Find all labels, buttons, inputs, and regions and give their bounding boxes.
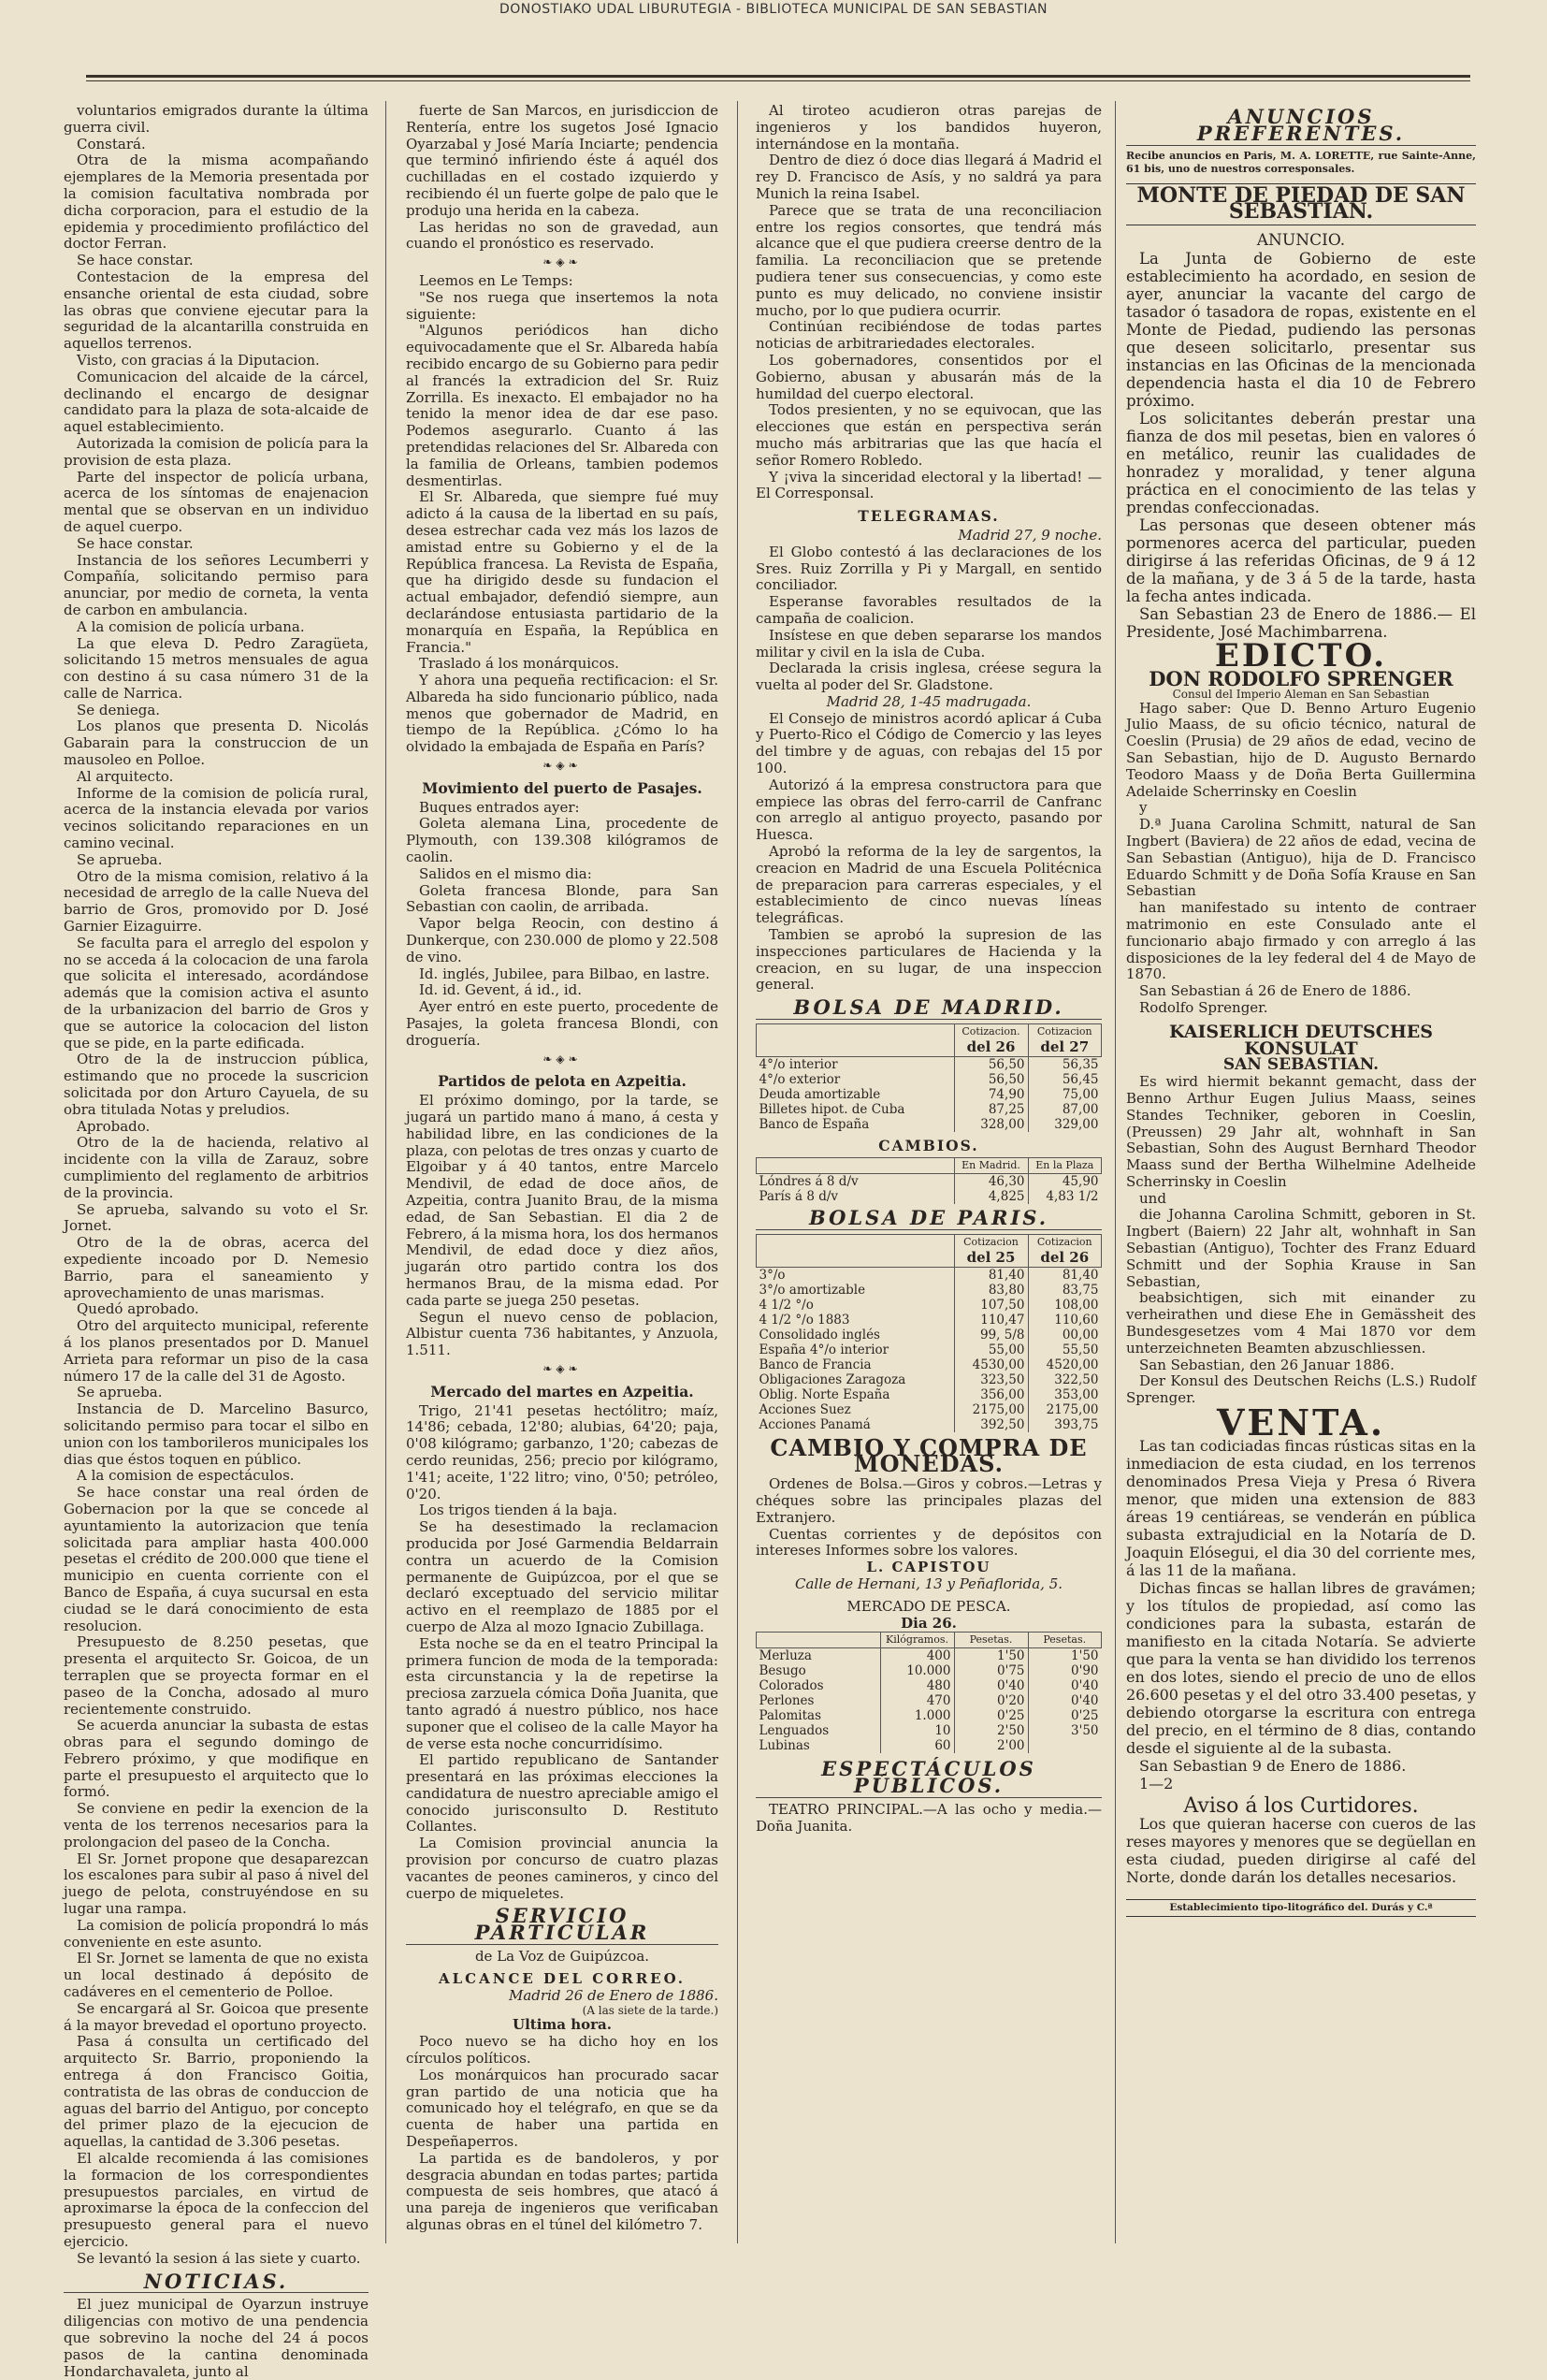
paragraph: Vapor belga Reocin, con destino á Dunkerque, con 230.000 de plomo y 22.508 de vino.: [406, 915, 718, 965]
espectaculos-text: TEATRO PRINCIPAL.—A las ocho y media.—Doña Juanita.: [756, 1800, 1102, 1835]
paragraph: Y ahora una pequeña rectificacion: el Sr. Albareda ha sido funcionario público, nada menos que gobernador de Madrid, en tiempo de la República. ¿Cómo lo ha olvidado la embajada de España en París?: [406, 672, 718, 756]
paragraph: Se faculta para el arreglo del espolon y no se acceda á la colocacion de una farola que solicita el interesado, acordándose además que la comision activa el asunto de la urbanizacion del barrio de Gros y que se autorice la colocacion del liston que se pide, en la parte edificada.: [64, 934, 369, 1052]
cambio-text: Ordenes de Bolsa.—Giros y cobros.—Letras y chéques sobre las principales plazas del Extranjero.: [756, 1475, 1102, 1526]
table-row: 4°/o exterior 56,50 56,45: [757, 1072, 1102, 1087]
paragraph: La Comision provincial anuncia la provision por concurso de cuatro plazas vacantes de peones camineros, y cinco del cuerpo de miqueletes.: [406, 1835, 718, 1902]
edicto-article: [1126, 701, 1476, 1017]
le-temps-article: [406, 273, 718, 756]
table-row: Palomitas 1.000 0'25 0'25: [757, 1708, 1102, 1723]
kaiserlich-heading: KAISERLICH DEUTSCHES KONSULAT: [1169, 1021, 1433, 1059]
paragraph: Leemos en Le Temps:: [419, 271, 573, 289]
capistou-name: L. CAPISTOU: [866, 1559, 991, 1576]
telegram-2: [756, 711, 1102, 994]
paragraph: San Sebastian 9 de Enero de 1886.: [1139, 1756, 1407, 1775]
venta-article: [1126, 1437, 1476, 1792]
puerto-heading: Movimiento del puerto de Pasajes.: [422, 778, 702, 797]
table-row: 4 1/2 °/o 107,50 108,00: [757, 1298, 1102, 1313]
table-row: Lóndres á 8 d/v 46,30 45,90: [757, 1173, 1102, 1189]
anuncio-heading: ANUNCIO.: [1256, 231, 1346, 251]
paragraph: Se acuerda anunciar la subasta de estas obras para el segundo domingo de Febrero próximo, y que modifique en parte el presupuesto el arquitecto que lo formó.: [64, 1717, 369, 1801]
servicio-sub: de La Voz de Guipúzcoa.: [474, 1948, 650, 1966]
telegram-date-2: Madrid 28, 1-45 madrugada.: [826, 692, 1032, 710]
pesca-day: Dia 26.: [901, 1614, 957, 1632]
table-row: 3°/o amortizable 83,80 83,75: [757, 1283, 1102, 1298]
paragraph: Insístese en que deben separarse los mandos militar y civil en la isla de Cuba.: [756, 626, 1102, 660]
table-row: Lenguados 10 2'50 3'50: [757, 1723, 1102, 1738]
paragraph: Traslado á los monárquicos.: [419, 655, 619, 673]
column-4: [1126, 103, 1476, 2255]
paragraph: Ayer entró en este puerto, procedente de Pasajes, la goleta francesa Blondi, con droguería.: [406, 998, 718, 1049]
paragraph: Aprobó la reforma de la ley de sargentos, la creacion en Madrid de una Escuela Politécnica de preparacion para carreras especiales, y el establecimiento de cinco nuevas líneas telegráficas.: [756, 843, 1102, 927]
paragraph: El Sr. Jornet propone que desaparezcan los escalones para subir al paso á nivel del juego de pelota, construyéndose en su lugar una rampa.: [64, 1850, 369, 1918]
table-row: Banco de España 328,00 329,00: [757, 1117, 1102, 1132]
mercado-heading: Mercado del martes en Azpeitia.: [430, 1382, 694, 1400]
ultima-article: [406, 2034, 718, 2234]
paragraph: "Se nos ruega que insertemos la nota siguiente:: [406, 288, 718, 323]
alcance-time: (A las siete de la tarde.): [582, 2004, 718, 2018]
column-3: [756, 103, 1102, 2255]
top-rule: [86, 75, 1470, 78]
paragraph: El Sr. Jornet se lamenta de que no exista un local destinado á depósito de cadáveres en el cementerio de Polloe.: [64, 1950, 369, 2001]
paragraph: El Sr. Albareda, que siempre fué muy adicto á la causa de la libertad en su país, desea estrechar cada vez más los lazos de amistad entre su Gobierno y el de la República francesa. La Revista de España, que ha dirigido desde su fundacion el actual embajador, defendió siempre, aun declarándose entusiasta partidario de la monarquía en España, la República en Francia.": [406, 488, 718, 656]
ornament-icon: ❧◈❧: [542, 759, 582, 773]
paragraph: Los gobernadores, consentidos por el Gobierno, abusan y abusarán más de la humildad del cuerpo electoral.: [756, 351, 1102, 402]
paragraph: Los trigos tienden á la baja.: [419, 1502, 617, 1519]
paragraph: beabsichtigen, sich mit einander zu verheirathen und diese Ehe in Gemässheit des Bundesgesetzes vom 4 Mai 1870 vor dem unterzeichneten Beamten abzuschliessen.: [1126, 1289, 1476, 1357]
paragraph: Tambien se aprobó la supresion de las inspecciones particulares de Hacienda y la creacion, en su lugar, de una inspeccion general.: [756, 926, 1102, 994]
table-row: Acciones Suez 2175,00 2175,00: [757, 1402, 1102, 1417]
paragraph: A la comision de espectáculos.: [77, 1467, 295, 1485]
paragraph: Todos presienten, y no se equivocan, que las elecciones que están en perspectiva serán mucho más arbitrarias que las que hacía el señor Romero Robledo.: [756, 401, 1102, 469]
paragraph: Trigo, 21'41 pesetas hectólitro; maíz, 14'86; cebada, 12'80; alubias, 64'20; paja, 0'08 kilógramo; garbanzo, 1'20; cabezas de cerdo reunidas, 256; precio por kilógramo, 1'41; aceite, 1'22 litro; vino, 0'50; petróleo, 0'20.: [406, 1401, 718, 1502]
paragraph: Otra de la misma acompañando ejemplares de la Memoria presentada por la comision facultativa nombrada por dicha corporacion, para el estudio de la epidemia y procedimiento profiláctico del doctor Ferran.: [64, 152, 369, 253]
table-row: Lubinas 60 2'00: [757, 1738, 1102, 1753]
table-row: Perlones 470 0'20 0'40: [757, 1693, 1102, 1708]
consul-line: Consul del Imperio Aleman en San Sebastian: [1172, 687, 1430, 701]
paragraph: Comunicacion del alcaide de la cárcel, declinando el encargo de designar candidato para la plaza de sota-alcaide de aquel establecimiento.: [64, 368, 369, 436]
paragraph: Der Konsul des Deutschen Reichs (L.S.) Rudolf Sprenger.: [1126, 1372, 1476, 1407]
pelota-article: [406, 1093, 718, 1359]
paragraph: La que eleva D. Pedro Zaragüeta, solicitando 15 metros mensuales de agua con destino á su casa número 31 de la calle de Narrica.: [64, 634, 369, 702]
bolsa-madrid-table: Cotizacion. del 26 Cotizacion del 27 4°/o interior 56,50 56,35 4°/o exterior 56,50 56,45 Deuda amortizable 74,90 75,00 Billetes hipot. de Cuba 87,25 87,00 Banco de España 328,00 329,00: [756, 1023, 1102, 1132]
paragraph: Aprobado.: [77, 1117, 151, 1135]
anuncios-heading: ANUNCIOS PREFERENTES.: [1126, 109, 1476, 146]
paragraph: Rodolfo Sprenger.: [1139, 998, 1268, 1016]
paragraph: Al arquitecto.: [77, 767, 174, 785]
monte-piedad-heading: MONTE DE PIEDAD DE SAN SEBASTIAN.: [1136, 182, 1466, 225]
paragraph: Otro del arquitecto municipal, referente á los planos presentados por D. Manuel Arrieta para reformar un piso de la casa número 17 de la calle del 31 de Agosto.: [64, 1317, 369, 1385]
telegram-1: [756, 544, 1102, 694]
paragraph: Se levantó la sesion á las siete y cuarto.: [77, 2249, 361, 2267]
paragraph: Contestacion de la empresa del ensanche oriental de esta ciudad, sobre las obras que conviene ejecutar para la seguridad de la alcantarilla construida en aquellos terrenos.: [64, 268, 369, 353]
alcance-heading: ALCANCE DEL CORREO.: [438, 1969, 687, 1987]
paragraph: Instancia de D. Marcelino Basurco, solicitando permiso para tocar el silbo en union con los tamborileros municipales los dias que éstos toquen en público.: [64, 1400, 369, 1468]
paragraph: Se hace constar.: [77, 252, 194, 269]
edicto-heading: EDICTO.: [1214, 636, 1388, 675]
paragraph: Al tiroteo acudieron otras parejas de ingenieros y los bandidos huyeron, internándose en la montaña.: [756, 102, 1102, 152]
column-divider: [737, 101, 738, 2243]
cambios-heading: CAMBIOS.: [878, 1137, 979, 1155]
paragraph: Quedó aprobado.: [77, 1300, 199, 1318]
paragraph: Declarada la crisis inglesa, créese segura la vuelta al poder del Sr. Gladstone.: [756, 660, 1102, 694]
paragraph: Buques entrados ayer:: [419, 798, 580, 816]
table-row: Merluza 400 1'50 1'50: [757, 1648, 1102, 1664]
paragraph: han manifestado su intento de contraer matrimonio en este Consulado ante el funcionario abajo firmado y con arreglo á las disposiciones de la ley federal del 4 de Mayo de 1870.: [1126, 899, 1476, 983]
paragraph: Esperanse favorables resultados de la campaña de coalicion.: [756, 593, 1102, 627]
curtidores-heading: Aviso á los Curtidores.: [1183, 1793, 1419, 1818]
telegramas-heading: TELEGRAMAS.: [858, 507, 1000, 526]
paragraph: Se aprueba, salvando su voto el Sr. Jornet.: [64, 1200, 369, 1235]
servicio-heading: SERVICIO PARTICULAR: [406, 1908, 718, 1945]
paragraph: "Algunos periódicos han dicho equivocadamente que el Sr. Albareda había recibido encargo de su Gobierno para pedir al francés la extradicion del Sr. Ruiz Zorrilla. Es inexacto. El embajador no ha tenido la menor idea de dar ese paso. Podemos asegurarlo. Cuanto á las pretendidas relaciones del Sr. Albareda con la familia de Orleans, tambien podemos desmentirlas.: [406, 322, 718, 489]
paragraph: Otro de la de obras, acerca del expediente incoado por D. Nemesio Barrio, para el saneamiento y aprovechamiento de unas marismas.: [64, 1234, 369, 1301]
alcance-date: Madrid 26 de Enero de 1886.: [509, 1986, 718, 2004]
paragraph: Esta noche se da en el teatro Principal la primera funcion de moda de la temporada: esta circunstancia y la de repetirse la preciosa zarzuela cómica Doña Juanita, que tanto agradó á nuestro público, nos hace suponer que el coliseo de la calle Mayor ha de verse esta noche concurridísimo.: [406, 1634, 718, 1752]
column-divider: [1115, 101, 1116, 2243]
paragraph: Se encargará al Sr. Goicoa que presente á la mayor brevedad el oportuno proyecto.: [64, 1999, 369, 2034]
anuncios-text: Recibe anuncios en Paris, M. A. LORETTE, rue Sainte-Anne, 61 bis, uno de nuestros corresponsales.: [1126, 149, 1476, 175]
capistou-address: Calle de Hernani, 13 y Peñaflorida, 5.: [794, 1575, 1063, 1592]
table-row: Banco de Francia 4530,00 4520,00: [757, 1357, 1102, 1372]
paragraph: Visto, con gracias á la Diputacion.: [77, 351, 320, 369]
column-3-intro: [756, 103, 1102, 502]
paragraph: El próximo domingo, por la tarde, se jugará un partido mano á mano, á cesta y habilidad libre, en las condiciones de la plaza, con pelotas de tres onzas y cuarto de Elgoibar y á 40 tantos, entre Marcelo Mendivil, de edad de doce años, de Azpeitia, contra Juanito Brau, de la misma edad, de San Sebastian. El dia 2 de Febrero, á la misma hora, los dos hermanos Mendivil, de edad doce y diez años, jugarán otro partido contra los dos hermanos Brau, de la misma edad. Por cada parte se juega 250 pesetas.: [406, 1092, 718, 1309]
paragraph: fuerte de San Marcos, en jurisdiccion de Rentería, entre los sugetos José Ignacio Oyarzabal y José María Inciarte; pendencia que terminó infiriendo éste á aquél dos cuchilladas en el costado izquierdo y recibiendo él un fuerte golpe de palo que le produjo una herida en la cabeza.: [406, 102, 718, 219]
paragraph: Poco nuevo se ha dicho hoy en los círculos políticos.: [406, 2033, 718, 2068]
paragraph: A la comision de policía urbana.: [77, 617, 305, 635]
column-2-intro: [406, 103, 718, 253]
paragraph: Informe de la comision de policía rural, acerca de la instancia elevada por varios vecinos solicitando reparaciones en un camino vecinal.: [64, 784, 369, 852]
puerto-article: [406, 800, 718, 1050]
paragraph: Goleta francesa Blonde, para San Sebastian con caolin, de arribada.: [406, 881, 718, 916]
paragraph: Se conviene en pedir la exencion de la venta de los terrenos necesarios para la prolongacion del paseo de la Concha.: [64, 1800, 369, 1850]
paragraph: El partido republicano de Santander presentará en las próximas elecciones la candidatura de nuestro apreciable amigo el conocido jurisconsulto D. Restituto Collantes.: [406, 1751, 718, 1836]
paragraph: Se ha desestimado la reclamacion producida por José Garmendia Beldarrain contra un acuerdo de la Comision permanente de Guipúzcoa, por el que se declaró exceptuado del servicio militar activo en el reemplazo de 1885 por el cuerpo de Alza al mozo Ignacio Zubillaga.: [406, 1518, 718, 1635]
curtidores-text: Los que quieran hacerse con cueros de las reses mayores y menores que se degüellan en esta ciudad, pueden dirigirse al café del Norte, donde darán los detalles necesarios.: [1126, 1814, 1476, 1886]
paragraph: La Junta de Gobierno de este establecimiento ha acordado, en sesion de ayer, anunciar la vacante del cargo de tasador ó tasadora de ropas, existente en el Monte de Piedad, pudiendo las personas que deseen solicitarlo, presentar sus instancias en las Oficinas de la mencionada dependencia hasta el dia 10 de Febrero próximo.: [1126, 249, 1476, 410]
paragraph: Se aprueba.: [77, 1384, 163, 1401]
ornament-icon: ❧◈❧: [542, 1052, 582, 1066]
paragraph: Hago saber: Que D. Benno Arturo Eugenio Julio Maass, de su oficio técnico, natural de Coeslin (Prusia) de 29 años de edad, vecino de San Sebastian, hijo de D. Augusto Bernardo Teodoro Maass y de Doña Berta Guillermina Adelaide Scherrinsky en Coeslin: [1126, 699, 1476, 800]
paragraph: Las personas que deseen obtener más pormenores acerca del particular, pueden dirigirse á las referidas Oficinas, de 9 á 12 de la mañana, y de 3 á 5 de la tarde, hasta la fecha antes indicada.: [1126, 515, 1476, 605]
monte-article: [1126, 250, 1476, 641]
printer-footer: Establecimiento tipo-litográfico del. Durás y C.ª: [1126, 1899, 1476, 1918]
paragraph: und: [1139, 1189, 1166, 1207]
pelota-heading: Partidos de pelota en Azpeitia.: [438, 1072, 687, 1091]
paragraph: El Consejo de ministros acordó aplicar á Cuba y Puerto-Rico el Código de Comercio y las leyes del timbre y de aguas, con rebajas del 15 por 100.: [756, 709, 1102, 777]
table-row: Consolidado inglés 99, 5/8 00,00: [757, 1328, 1102, 1342]
library-header: DONOSTIAKO UDAL LIBURUTEGIA - BIBLIOTECA MUNICIPAL DE SAN SEBASTIAN: [499, 2, 1048, 17]
kaiserlich-article: [1126, 1074, 1476, 1407]
telegram-date-1: Madrid 27, 9 noche.: [958, 526, 1102, 544]
paragraph: Las tan codiciadas fincas rústicas sitas en la inmediacion de esta ciudad, en los terrenos denominados Presa Vieja y Presa ó Rivera menor, que miden una extension de 883 áreas 19 centiáreas, se venderán en pública subasta extrajudicial en la Notaría de D. Joaquin Elósegui, el dia 30 del corriente mes, á las 11 de la mañana.: [1126, 1436, 1476, 1579]
table-row: 4 1/2 °/o 1883 110,47 110,60: [757, 1313, 1102, 1328]
paragraph: Se hace constar una real órden de Gobernacion por la que se concede al ayuntamiento la autorizacion que tenía solicitada para ampliar hasta 400.000 pesetas el crédito de 200.000 que tiene el municipio en cuenta corriente con el Banco de España, á cuya sucursal en esta ciudad se le dará conocimiento de esta resolucion.: [64, 1484, 369, 1634]
ornament-icon: ❧◈❧: [542, 1361, 582, 1375]
table-row: Acciones Panamá 392,50 393,75: [757, 1417, 1102, 1432]
bolsa-paris-table: Cotizacion del 25 Cotizacion del 26 3°/o 81,40 81,40 3°/o amortizable 83,80 83,75 4 1/2 °/o 107,50 108,00 4 1/2 °/o 1883 110,47 110,60 Consolidado inglés 99, 5/8 00,00 España 4°/o interior 55,00 55,50 Banco de Francia 4530,00 4520,00 Obligaciones Zaragoza 323,50 322,50 Oblig. Norte España 356,00 353,00 Acciones Suez 2175,00 2175,00 Acciones Panamá 392,50 393,75: [756, 1234, 1102, 1432]
paragraph: Los monárquicos han procurado sacar gran partido de una noticia que ha comunicado hoy el telégrafo, en que se da cuenta de haber una partida en Despeñaperros.: [406, 2066, 718, 2151]
paragraph: La partida es de bandoleros, y por desgracia abundan en todas partes; partida compuesta de seis hombres, que atacó á una pareja de ingenieros que verificaban algunas obras en el túnel del kilómetro 7.: [406, 2149, 718, 2234]
paragraph: Segun el nuevo censo de poblacion, Albistur cuenta 736 habitantes, y Anzuola, 1.511.: [406, 1308, 718, 1359]
bolsa-madrid-heading: BOLSA DE MADRID.: [756, 999, 1102, 1020]
paragraph: Se hace constar.: [77, 534, 194, 552]
column-1: [64, 102, 369, 2380]
espectaculos-heading: ESPECTÁCULOS PÚBLICOS.: [756, 1761, 1102, 1798]
rodolfo-heading: DON RODOLFO SPRENGER: [1149, 666, 1453, 690]
paragraph: Otro de la de hacienda, relativo al incidente con la villa de Zarauz, sobre cumplimiento del reglamento de arbitrios de la provincia.: [64, 1134, 369, 1201]
paragraph: Otro de la de instruccion pública, estimando que no procede la suscricion solicitada por don Arturo Cayuela, de su obra titulada Notas y preludios.: [64, 1051, 369, 1118]
bolsa-paris-heading: BOLSA DE PARIS.: [756, 1210, 1102, 1230]
table-row: Billetes hipot. de Cuba 87,25 87,00: [757, 1102, 1102, 1117]
paragraph: 1—2: [1139, 1774, 1174, 1792]
ornament-icon: ❧◈❧: [542, 255, 582, 269]
noticias-text: El juez municipal de Oyarzun instruye diligencias con motivo de una pendencia que sobrevino la noche del 24 á pocos pasos de la cantina denominada Hondarchavaleta, junto al: [64, 2296, 369, 2380]
paragraph: Pasa á consulta un certificado del arquitecto Sr. Barrio, proponiendo la entrega á don Francisco Goitia, contratista de las obras de conduccion de aguas del barrio del Antiguo, por concepto del primer plazo de la ejecucion de aquellas, la cantidad de 3.306 pesetas.: [64, 2033, 369, 2151]
paragraph: Otro de la misma comision, relativo á la necesidad de arreglo de la calle Nueva del barrio de Gros, promovido por D. José Garnier Eizaguirre.: [64, 867, 369, 936]
ultima-heading: Ultima hora.: [513, 2016, 612, 2034]
cambio-monedas-heading: CAMBIO Y COMPRA DE MONEDAS.: [770, 1433, 1088, 1478]
venta-heading: VENTA.: [1216, 1401, 1386, 1444]
pesca-heading: MERCADO DE PESCA.: [846, 1597, 1011, 1615]
paragraph: Es wird hiermit bekannt gemacht, dass der Benno Arthur Eugen Julius Maass, seines Standes Techniker, geboren in Coeslin, (Preussen) 29 Jahr alt, wohnhaft in San Sebastian, Sohn des August Bernhard Theodor Maass sund der Bertha Wilhelmine Adelheide Scherrinsky in Coeslin: [1126, 1073, 1476, 1190]
paragraph: San Sebastian 23 de Enero de 1886.— El Presidente, José Machimbarrena.: [1126, 604, 1476, 641]
paragraph: voluntarios emigrados durante la última guerra civil.: [64, 102, 369, 136]
paragraph: Constará.: [77, 135, 146, 152]
paragraph: Id. id. Gevent, á id., id.: [419, 981, 583, 999]
paragraph: Y ¡viva la sinceridad electoral y la libertad! —El Corresponsal.: [756, 468, 1102, 502]
paragraph: Las heridas no son de gravedad, aun cuando el pronóstico es reservado.: [406, 218, 718, 253]
table-row: París á 8 d/v 4,825 4,83 1/2: [757, 1189, 1102, 1204]
paragraph: Continúan recibiéndose de todas partes noticias de arbitrariedades electorales.: [756, 318, 1102, 353]
paragraph: Presupuesto de 8.250 pesetas, que presenta el arquitecto Sr. Goicoa, de un terraplen que se proyecta formar en el paseo de la Concha, adosado al muro recientemente construido.: [64, 1633, 369, 1718]
kaiserlich-sub: SAN SEBASTIAN.: [1222, 1055, 1380, 1075]
column-divider: [385, 101, 386, 2243]
paragraph: die Johanna Carolina Schmitt, geboren in St. Ingbert (Baiern) 22 Jahr alt, wohnhaft in San Sebastian (Antiguo), Tochter des Franz Eduard Schmitt und der Sophia Krause in San Sebastian,: [1126, 1206, 1476, 1290]
column-2: [406, 103, 718, 2255]
council-minutes: [64, 103, 369, 2268]
cambios-table: En Madrid. En la Plaza Lóndres á 8 d/v 46,30 45,90 París á 8 d/v 4,825 4,83 1/2: [756, 1157, 1102, 1204]
pesca-table: Kilógramos. Pesetas. Pesetas. Merluza 400 1'50 1'50 Besugo 10.000 0'75 0'90 Colorados 480 0'40 0'40 Perlones 470 0'20 0'40 Palomitas 1.000 0'25 0'25 Lenguados 10 2'50 3'50 Lubinas 60 2'00: [756, 1632, 1102, 1753]
table-row: España 4°/o interior 55,00 55,50: [757, 1342, 1102, 1357]
paragraph: Dichas fincas se hallan libres de gravámen; y los títulos de propiedad, así como las condiciones para la subasta, estarán de manifiesto en la citada Notaría. Se advierte que para la venta se han dividido los terrenos en dos lotes, siendo el precio de uno de ellos 26.600 pesetas y el del otro 33.400 pesetas, y debiendo otorgarse la escritura con entrega del precio, en el término de 8 dias, contando desde el siguiente al de la subasta.: [1126, 1578, 1476, 1757]
paragraph: D.ª Juana Carolina Schmitt, natural de San Ingbert (Baviera) de 22 años de edad, vecina de San Sebastian (Antiguo), hija de D. Francisco Eduardo Schmitt y de Doña Sofía Krause en San Sebastian: [1126, 816, 1476, 900]
paragraph: El Globo contestó á las declaraciones de los Sres. Ruiz Zorrilla y Pi y Margall, en sentido conciliador.: [756, 543, 1102, 594]
paragraph: Se deniega.: [77, 701, 161, 718]
table-row: 3°/o 81,40 81,40: [757, 1267, 1102, 1283]
paragraph: Parte del inspector de policía urbana, acerca de los síntomas de enajenacion mental que se observan en un individuo de aquel cuerpo.: [64, 468, 369, 535]
paragraph: y: [1139, 799, 1148, 817]
paragraph: Los solicitantes deberán prestar una fianza de dos mil pesetas, bien en valores ó en metálico, reunir las cualidades de honradez y moralidad, y tener alguna práctica en el conocimiento de las telas y prendas confeccionadas.: [1126, 409, 1476, 516]
paragraph: San Sebastian, den 26 Januar 1886.: [1139, 1356, 1395, 1373]
paragraph: Id. inglés, Jubilee, para Bilbao, en lastre.: [419, 965, 710, 982]
paragraph: Los planos que presenta D. Nicolás Gabarain para la construccion de un mausoleo en Polloe.: [64, 718, 369, 769]
top-rule-thin: [86, 80, 1470, 81]
paragraph: San Sebastian á 26 de Enero de 1886.: [1139, 982, 1411, 1000]
noticias-heading: NOTICIAS.: [64, 2273, 369, 2294]
table-row: Oblig. Norte España 356,00 353,00: [757, 1387, 1102, 1402]
table-row: 4°/o interior 56,50 56,35: [757, 1057, 1102, 1073]
table-row: Besugo 10.000 0'75 0'90: [757, 1663, 1102, 1678]
paragraph: Autorizó á la empresa constructora para que empiece las obras del ferro-carril de Canfranc con arreglo al antiguo proyecto, pasando por Huesca.: [756, 776, 1102, 844]
paragraph: Dentro de diez ó doce dias llegará á Madrid el rey D. Francisco de Asís, y no saldrá ya para Munich la reina Isabel.: [756, 152, 1102, 202]
table-row: Deuda amortizable 74,90 75,00: [757, 1087, 1102, 1102]
paragraph: Salidos en el mismo dia:: [419, 864, 592, 882]
paragraph: Goleta alemana Lina, procedente de Plymouth, con 139.308 kilógramos de caolin.: [406, 815, 718, 866]
mercado-article: [406, 1403, 718, 1903]
paragraph: Se aprueba.: [77, 850, 163, 868]
table-row: Colorados 480 0'40 0'40: [757, 1678, 1102, 1693]
cambio-text-2: Cuentas corrientes y de depósitos con intereses Informes sobre los valores.: [756, 1525, 1102, 1560]
paragraph: Parece que se trata de una reconciliacion entre los regios consortes, que tendrá más alcance que el que pudiera creerse dentro de la familia. La reconciliacion que se pretende pudiera tener sus consecuencias, y como este punto es muy delicado, no conviene insistir mucho, por lo que pudiera ocurrir.: [756, 201, 1102, 319]
paragraph: Autorizada la comision de policía para la provision de esta plaza.: [64, 434, 369, 469]
table-row: Obligaciones Zaragoza 323,50 322,50: [757, 1372, 1102, 1387]
paragraph: Instancia de los señores Lecumberri y Compañía, solicitando permiso para anunciar, por medio de corneta, la venta de carbon en ambulancia.: [64, 551, 369, 618]
paragraph: El alcalde recomienda á las comisiones la formacion de los correspondientes presupuestos parciales, en virtud de aproximarse la época de la confeccion del presupuesto general para el nuevo ejercicio.: [64, 2150, 369, 2250]
paragraph: La comision de policía propondrá lo más conveniente en este asunto.: [64, 1916, 369, 1951]
